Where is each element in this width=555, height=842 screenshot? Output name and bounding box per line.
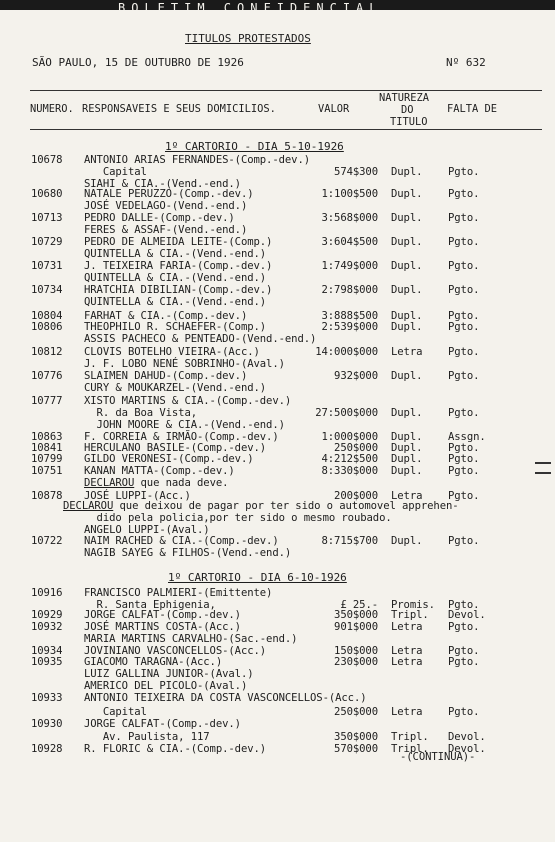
- entry-number: 10751: [31, 465, 63, 477]
- entry-number: 10799: [31, 453, 63, 465]
- entry-value: 2:798$000: [321, 284, 378, 296]
- entry-type: Dupl.: [391, 407, 423, 419]
- entry-number: 10933: [31, 692, 63, 704]
- entry-type: Tripl.: [391, 743, 429, 755]
- entry-number: 10722: [31, 535, 63, 547]
- entry-type: Dupl.: [391, 431, 423, 443]
- entry-reason: Pgto.: [448, 260, 480, 272]
- entry-reason: Devol.: [448, 609, 486, 621]
- entry-responsible: J. F. LOBO NENÉ SOBRINHO-(Aval.): [84, 358, 285, 370]
- entry-value: 3:888$500: [321, 310, 378, 322]
- entry-value: 350$000: [334, 731, 378, 743]
- entry-number: 10935: [31, 656, 63, 668]
- entry-reason: Pgto.: [448, 407, 480, 419]
- entry-responsible: KANAN MATTA-(Comp.-dev.): [84, 465, 235, 477]
- entry-number: 10776: [31, 370, 63, 382]
- entry-responsible: DECLAROU que nada deve.: [84, 477, 229, 489]
- entry-reason: Pgto.: [448, 284, 480, 296]
- entry-number: 10804: [31, 310, 63, 322]
- entry-responsible: THEOPHILO R. SCHAEFER-(Comp.): [84, 321, 267, 333]
- entry-reason: Pgto.: [448, 706, 480, 718]
- entry-value: 570$000: [334, 743, 378, 755]
- entry-reason: Devol.: [448, 731, 486, 743]
- entry-value: 574$300: [334, 166, 378, 178]
- entry-responsible: R. da Boa Vista,: [84, 407, 198, 419]
- entry-value: 350$000: [334, 609, 378, 621]
- entry-value: 14:000$000: [315, 346, 378, 358]
- entry-type: Dupl.: [391, 310, 423, 322]
- entry-responsible: ANGELO LUPPI-(Aval.): [84, 524, 210, 536]
- entry-responsible: Av. Paulista, 117: [84, 731, 210, 743]
- entry-reason: Pgto.: [448, 212, 480, 224]
- entry-responsible: QUINTELLA & CIA.-(Vend.-end.): [84, 296, 267, 308]
- entry-type: Dupl.: [391, 236, 423, 248]
- entry-responsible: SLAIMEN DAHUD-(Comp.-dev.): [84, 370, 248, 382]
- entry-responsible: NAIM RACHED & CIA.-(Comp.-dev.): [84, 535, 279, 547]
- banner-title: BOLETIM CONFIDENCIAL: [118, 1, 383, 15]
- entry-responsible: ANTONIO ARIAS FERNANDES-(Comp.-dev.): [84, 154, 311, 166]
- col-numero: NUMERO.: [30, 103, 74, 115]
- entry-responsible: PEDRO DALLE-(Comp.-dev.): [84, 212, 235, 224]
- entry-value: 250$000: [334, 442, 378, 454]
- entry-responsible: XISTO MARTINS & CIA.-(Comp.-dev.): [84, 395, 292, 407]
- entry-reason: Pgto.: [448, 621, 480, 633]
- entry-type: Letra: [391, 656, 423, 668]
- entry-value: 1:000$000: [321, 431, 378, 443]
- entry-reason: Pgto.: [448, 321, 480, 333]
- entry-type: Promis.: [391, 599, 435, 611]
- entry-type: Dupl.: [391, 465, 423, 477]
- entry-responsible: ANTONIO TEIXEIRA DA COSTA VASCONCELLOS-(Acc.): [84, 692, 367, 704]
- entry-number: 10928: [31, 743, 63, 755]
- entry-reason: Pgto.: [448, 166, 480, 178]
- entry-number: 10934: [31, 645, 63, 657]
- entry-reason: Pgto.: [448, 442, 480, 454]
- col-valor: VALOR: [318, 103, 350, 115]
- entry-responsible: R. Santa Ephigenia,: [84, 599, 216, 611]
- entry-responsible: J. TEIXEIRA FARIA-(Comp.-dev.): [84, 260, 273, 272]
- entry-responsible: AMERICO DEL PICOLO-(Aval.): [84, 680, 248, 692]
- entry-type: Dupl.: [391, 442, 423, 454]
- header-rule-bottom: [30, 129, 542, 130]
- entry-reason: Pgto.: [448, 188, 480, 200]
- entry-reason: Pgto.: [448, 346, 480, 358]
- entry-type: Tripl.: [391, 731, 429, 743]
- entry-responsible: FRANCISCO PALMIERI-(Emittente): [84, 587, 273, 599]
- entry-number: 10731: [31, 260, 63, 272]
- entry-type: Dupl.: [391, 188, 423, 200]
- entry-number: 10841: [31, 442, 63, 454]
- entry-responsible: QUINTELLA & CIA.-(Vend.-end.): [84, 248, 267, 260]
- entry-number: 10878: [31, 490, 63, 502]
- entry-value: 200$000: [334, 490, 378, 502]
- entry-responsible: QUINTELLA & CIA.-(Vend.-end.): [84, 272, 267, 284]
- entry-type: Letra: [391, 645, 423, 657]
- continua-footer: -(CONTINUA)-: [400, 751, 476, 763]
- entry-responsible: SIAHI & CIA.-(Vend.-end.): [84, 178, 241, 190]
- entry-responsible: F. CORREIA & IRMÃO-(Comp.-dev.): [84, 431, 279, 443]
- entry-reason: Pgto.: [448, 465, 480, 477]
- margin-mark: [535, 462, 551, 474]
- entry-reason: Pgto.: [448, 535, 480, 547]
- entry-type: Letra: [391, 706, 423, 718]
- entry-type: Letra: [391, 346, 423, 358]
- entry-responsible: FERES & ASSAF-(Vend.-end.): [84, 224, 248, 236]
- entry-reason: Pgto.: [448, 490, 480, 502]
- entry-value: £ 25.-: [340, 599, 378, 611]
- entry-type: Letra: [391, 490, 423, 502]
- entry-type: Dupl.: [391, 212, 423, 224]
- entry-value: 901$000: [334, 621, 378, 633]
- entry-responsible: JOSÉ VEDELAGO-(Vend.-end.): [84, 200, 248, 212]
- entry-value: 3:604$500: [321, 236, 378, 248]
- entry-reason: Assgn.: [448, 431, 486, 443]
- entry-responsible: FARHAT & CIA.-(Comp.-dev.): [84, 310, 248, 322]
- entry-value: 2:539$000: [321, 321, 378, 333]
- entry-type: Dupl.: [391, 166, 423, 178]
- section-heading-1: 1º CARTORIO - DIA 5-10-1926: [165, 140, 344, 153]
- entry-responsible: JORGE CALFAT-(Comp.-dev.): [84, 609, 241, 621]
- entry-responsible: Capital: [84, 706, 147, 718]
- entry-responsible: HERCULANO BASILE-(Comp.-dev.): [84, 442, 267, 454]
- entry-reason: Pgto.: [448, 645, 480, 657]
- entry-responsible: NATALE PERUZZO-(Comp.-dev.): [84, 188, 254, 200]
- date-line: SÃO PAULO, 15 DE OUTUBRO DE 1926: [32, 56, 244, 69]
- entry-responsible: JOSÉ LUPPI-(Acc.): [84, 490, 191, 502]
- entry-reason: Pgto.: [448, 236, 480, 248]
- entry-responsible: MARIA MARTINS CARVALHO-(Sac.-end.): [84, 633, 298, 645]
- entry-responsible: CLOVIS BOTELHO VIEIRA-(Acc.): [84, 346, 260, 358]
- entry-responsible: LUIZ GALLINA JUNIOR-(Aval.): [84, 668, 254, 680]
- entry-number: 10812: [31, 346, 63, 358]
- entry-responsible: dido pela policia,por ter sido o mesmo roubado.: [84, 512, 392, 524]
- entry-number: 10929: [31, 609, 63, 621]
- entry-responsible: NAGIB SAYEG & FILHOS-(Vend.-end.): [84, 547, 292, 559]
- bulletin-number: Nº 632: [446, 56, 486, 69]
- entry-reason: Pgto.: [448, 310, 480, 322]
- entry-responsible: JOVINIANO VASCONCELLOS-(Acc.): [84, 645, 267, 657]
- entry-number: 10806: [31, 321, 63, 333]
- entry-reason: Pgto.: [448, 453, 480, 465]
- document-title: TITULOS PROTESTADOS: [185, 32, 311, 45]
- entry-reason: Pgto.: [448, 656, 480, 668]
- entry-type: Tripl.: [391, 609, 429, 621]
- entry-responsible: JOSÉ MARTINS COSTA-(Acc.): [84, 621, 241, 633]
- entry-type: Letra: [391, 621, 423, 633]
- entry-type: Dupl.: [391, 535, 423, 547]
- entry-value: 932$000: [334, 370, 378, 382]
- entry-responsible: R. FLORIC & CIA.-(Comp.-dev.): [84, 743, 267, 755]
- entry-value: 8:330$000: [321, 465, 378, 477]
- entry-number: 10734: [31, 284, 63, 296]
- entry-number: 10678: [31, 154, 63, 166]
- entry-number: 10680: [31, 188, 63, 200]
- entry-reason: Pgto.: [448, 370, 480, 382]
- entry-number: 10777: [31, 395, 63, 407]
- entry-value: 250$000: [334, 706, 378, 718]
- entry-responsible: JORGE CALFAT-(Comp.-dev.): [84, 718, 241, 730]
- entry-responsible: PEDRO DE ALMEIDA LEITE-(Comp.): [84, 236, 273, 248]
- col-responsaveis: RESPONSAVEIS E SEUS DOMICILIOS.: [82, 103, 276, 115]
- entry-number: 10729: [31, 236, 63, 248]
- entry-value: 8:715$700: [321, 535, 378, 547]
- entry-type: Dupl.: [391, 321, 423, 333]
- col-natureza-1: NATUREZA: [379, 92, 430, 104]
- col-falta: FALTA DE: [447, 103, 498, 115]
- entry-responsible: GILDO VERONESI-(Comp.-dev.): [84, 453, 254, 465]
- entry-type: Dupl.: [391, 453, 423, 465]
- entry-value: 1:100$500: [321, 188, 378, 200]
- entry-responsible: DECLAROU que deixou de pagar por ter sido o automovel apprehen-: [63, 500, 459, 512]
- entry-number: 10713: [31, 212, 63, 224]
- entry-reason: Devol.: [448, 743, 486, 755]
- entry-responsible: Capital: [84, 166, 147, 178]
- entry-value: 1:749$000: [321, 260, 378, 272]
- entry-type: Dupl.: [391, 284, 423, 296]
- entry-number: 10863: [31, 431, 63, 443]
- col-natureza-2: DO: [401, 104, 414, 116]
- entry-responsible: JOHN MOORE & CIA.-(Vend.-end.): [84, 419, 285, 431]
- section-heading-2: 1º CARTORIO - DIA 6-10-1926: [168, 571, 347, 584]
- entry-value: 4:212$500: [321, 453, 378, 465]
- entry-responsible: ASSIS PACHECO & PENTEADO-(Vend.-end.): [84, 333, 317, 345]
- entry-value: 27:500$000: [315, 407, 378, 419]
- entry-reason: Pgto.: [448, 599, 480, 611]
- entry-number: 10916: [31, 587, 63, 599]
- entry-responsible: CURY & MOUKARZEL-(Vend.-end.): [84, 382, 267, 394]
- header-rule-top: [30, 90, 542, 91]
- entry-value: 230$000: [334, 656, 378, 668]
- entry-value: 150$000: [334, 645, 378, 657]
- entry-type: Dupl.: [391, 370, 423, 382]
- entry-responsible: HRATCHIA DIBILIAN-(Comp.-dev.): [84, 284, 273, 296]
- entry-responsible: GIACOMO TARAGNA-(Acc.): [84, 656, 223, 668]
- col-natureza-3: TITULO: [390, 116, 428, 128]
- entry-number: 10932: [31, 621, 63, 633]
- entry-type: Dupl.: [391, 260, 423, 272]
- entry-number: 10930: [31, 718, 63, 730]
- entry-value: 3:568$000: [321, 212, 378, 224]
